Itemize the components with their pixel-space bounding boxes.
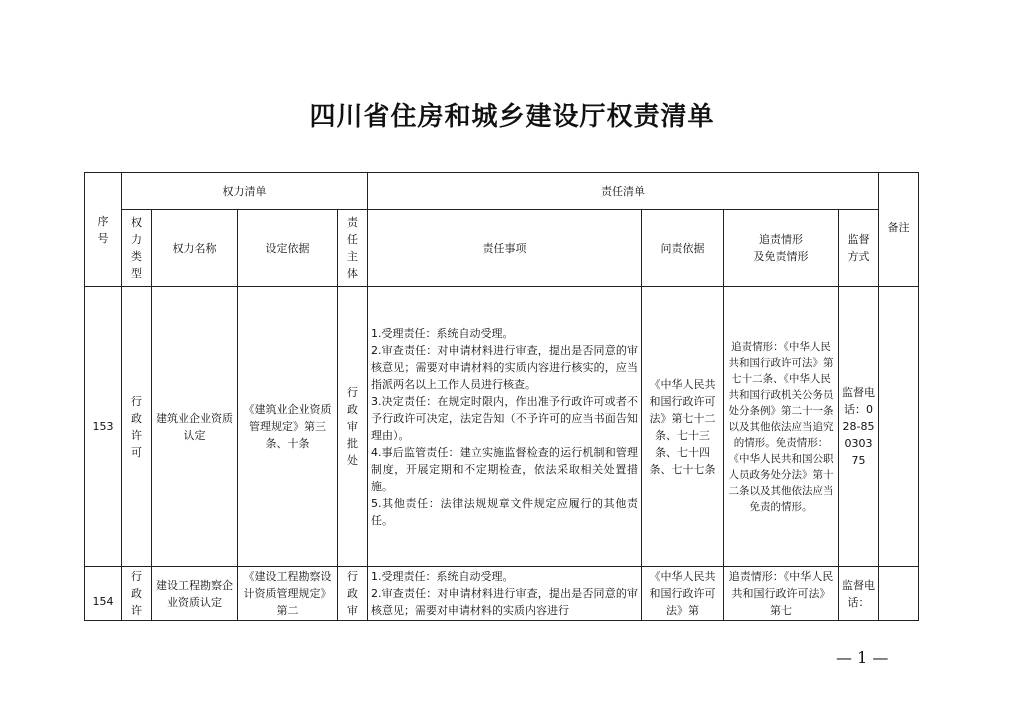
responsibility-item: 1.受理责任：系统自动受理。 [371,570,514,583]
table-row [85,287,919,567]
header-supervision: 监督方式 [839,210,879,287]
responsibility-item: 2.审查责任：对申请材料进行审查，提出是否同意的审核意见；需要对申请材料的实质内容进行核实的，应当指派两名以上工作人员进行核查。 [371,343,638,391]
header-power-name: 权力名称 [152,210,238,287]
table-row [85,567,919,621]
header-row-1 [85,173,919,210]
responsibility-table [84,172,919,621]
row-accountability: 《中华人民共和国行政许可法》第七十二条、七十三条、七十四条、七十七条 [642,287,724,567]
header-items: 责任事项 [368,210,642,287]
header-basis: 设定依据 [238,210,338,287]
row-liability: 追责情形：《中华人民共和国行政许可法》第七十二条、《中华人民共和国行政机关公务员处分条例》第二十一条以及其他依法应当追究的情形。免责情形：《中华人民共和国公职人员政务处分法》第十二条以及其他依法应当免责的情形。 [724,287,839,567]
header-liability: 追责情形 及免责情形 [724,210,839,287]
row-items [368,567,642,621]
row-subject: 行政审 [338,567,368,621]
row-remark [879,287,919,567]
row-seq: 154 [85,567,122,621]
header-seq: 序号 [85,173,122,287]
header-power-list: 权力清单 [122,173,368,210]
row-power-name: 建设工程勘察企业资质认定 [152,567,238,621]
header-power-type: 权力类型 [122,210,152,287]
header-row-2 [85,210,919,287]
header-responsibility-list: 责任清单 [368,173,879,210]
responsibility-item: 4.事后监管责任：建立实施监督检查的运行机制和管理制度，开展定期和不定期检查，依法采取相关处置措施。 [371,445,638,493]
row-accountability: 《中华人民共和国行政许可法》第 [642,567,724,621]
row-liability: 追责情形：《中华人民共和国行政许可法》第七 [724,567,839,621]
row-seq: 153 [85,287,122,567]
row-supervision: 监督电话： [839,567,879,621]
row-supervision: 监督电话：028-85030375 [839,287,879,567]
row-subject: 行政审批处 [338,287,368,567]
page-number: — 1 — [836,648,889,667]
header-remark: 备注 [879,173,919,287]
header-accountability: 问责依据 [642,210,724,287]
document-title: 四川省住房和城乡建设厅权责清单 [309,102,715,132]
header-subject: 责任主体 [338,210,368,287]
responsibility-item: 2.审查责任：对申请材料进行审查，提出是否同意的审核意见；需要对申请材料的实质内容进行 [371,587,638,617]
row-power-name: 建筑业企业资质认定 [152,287,238,567]
responsibility-item: 1.受理责任：系统自动受理。 [371,326,514,340]
row-remark [879,567,919,621]
row-power-type: 行政许可 [122,287,152,567]
responsibility-item: 3.决定责任：在规定时限内，作出准予行政许可或者不予行政许可决定，法定告知（不予许可的应当书面告知理由）。 [371,394,638,442]
responsibility-item: 5.其他责任：法律法规规章文件规定应履行的其他责任。 [371,496,638,527]
row-basis: 《建设工程勘察设计资质管理规定》第二 [238,567,338,621]
row-items [368,287,642,567]
row-basis: 《建筑业企业资质管理规定》第三条、十条 [238,287,338,567]
row-power-type: 行政许 [122,567,152,621]
